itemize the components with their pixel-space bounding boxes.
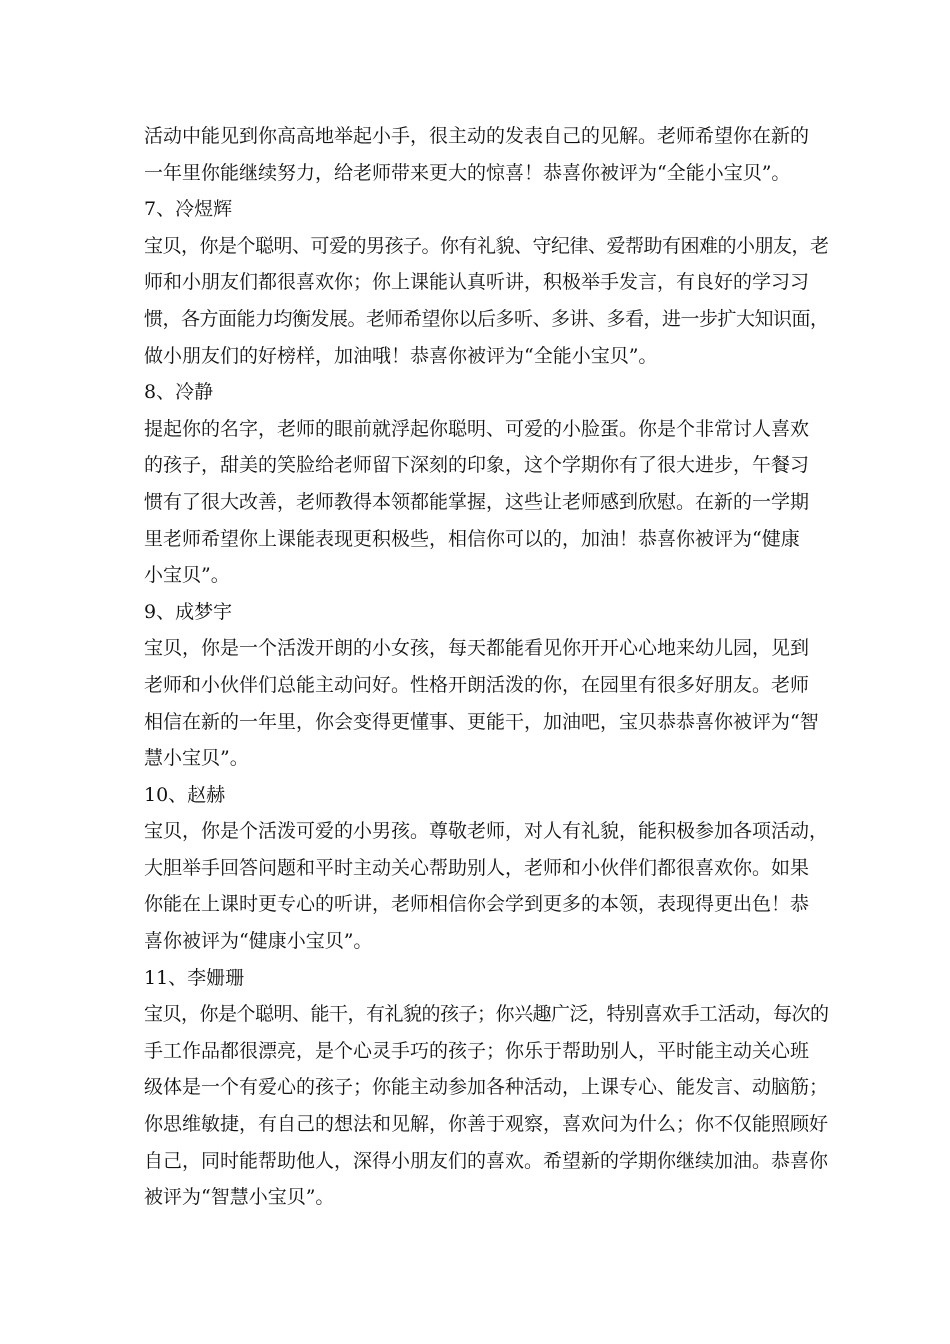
intro-line: 一年里你能继续努力，给老师带来更大的惊喜！恭喜你被评为“全能小宝贝”。 xyxy=(144,161,791,184)
document-page xyxy=(144,118,834,1216)
paragraph-line: 相信在新的一年里，你会变得更懂事、更能干，加油吧，宝贝恭恭喜你被评为“智 xyxy=(144,710,819,733)
paragraph-line: 你思维敏捷，有自己的想法和见解，你善于观察，喜欢问为什么；你不仅能照顾好 xyxy=(144,1113,829,1136)
paragraph-line: 小宝贝”。 xyxy=(144,564,230,587)
paragraph-line: 手工作品都很漂亮，是个心灵手巧的孩子；你乐于帮助别人，平时能主动关心班 xyxy=(144,1039,810,1062)
paragraph-line: 喜你被评为“健康小宝贝”。 xyxy=(144,930,373,953)
section-heading: 8、冷静 xyxy=(144,381,214,404)
paragraph-line: 宝贝，你是个聪明、能干，有礼貌的孩子；你兴趣广泛，特别喜欢手工活动，每次的 xyxy=(144,1003,829,1026)
paragraph-line: 惯，各方面能力均衡发展。老师希望你以后多听、多讲、多看，进一步扩大知识面， xyxy=(144,307,829,330)
paragraph-line: 惯有了很大改善，老师教得本领都能掌握，这些让老师感到欣慰。在新的一学期 xyxy=(144,490,810,513)
paragraph-line: 师和小朋友们都很喜欢你；你上课能认真听讲，积极举手发言，有良好的学习习 xyxy=(144,271,810,294)
intro-line: 活动中能见到你高高地举起小手，很主动的发表自己的见解。老师希望你在新的 xyxy=(144,125,810,147)
paragraph-line: 你能在上课时更专心的听讲，老师相信你会学到更多的本领，表现得更出色！恭 xyxy=(144,893,810,916)
paragraph-line: 慧小宝贝”。 xyxy=(144,747,249,770)
section-heading: 10、赵赫 xyxy=(144,783,226,806)
section-heading: 9、成梦宇 xyxy=(144,600,233,623)
section-heading: 7、冷煜辉 xyxy=(144,198,233,221)
paragraph-line: 做小朋友们的好榜样，加油哦！恭喜你被评为“全能小宝贝”。 xyxy=(144,344,658,367)
paragraph-line: 级体是一个有爱心的孩子；你能主动参加各种活动，上课专心、能发言、动脑筋； xyxy=(144,1076,829,1099)
section-heading: 11、李姗珊 xyxy=(144,966,245,989)
paragraph-line: 宝贝，你是一个活泼开朗的小女孩，每天都能看见你开开心心地来幼儿园，见到 xyxy=(144,637,810,660)
paragraph-line: 宝贝，你是个活泼可爱的小男孩。尊敬老师，对人有礼貌，能积极参加各项活动， xyxy=(144,820,829,843)
paragraph-line: 老师和小伙伴们总能主动问好。性格开朗活泼的你，在园里有很多好朋友。老师 xyxy=(144,673,810,696)
paragraph-line: 被评为“智慧小宝贝”。 xyxy=(144,1186,335,1209)
paragraph-line: 里老师希望你上课能表现更积极些，相信你可以的，加油！恭喜你被评为“健康 xyxy=(144,527,800,550)
paragraph-line: 宝贝，你是个聪明、可爱的男孩子。你有礼貌、守纪律、爱帮助有困难的小朋友，老 xyxy=(144,234,829,257)
paragraph-line: 提起你的名字，老师的眼前就浮起你聪明、可爱的小脸蛋。你是个非常讨人喜欢 xyxy=(144,417,810,440)
paragraph-line: 的孩子，甜美的笑脸给老师留下深刻的印象，这个学期你有了很大进步，午餐习 xyxy=(144,454,810,477)
paragraph-line: 自己，同时能帮助他人，深得小朋友们的喜欢。希望新的学期你继续加油。恭喜你 xyxy=(144,1149,829,1172)
paragraph-line: 大胆举手回答问题和平时主动关心帮助别人，老师和小伙伴们都很喜欢你。如果 xyxy=(144,856,810,879)
